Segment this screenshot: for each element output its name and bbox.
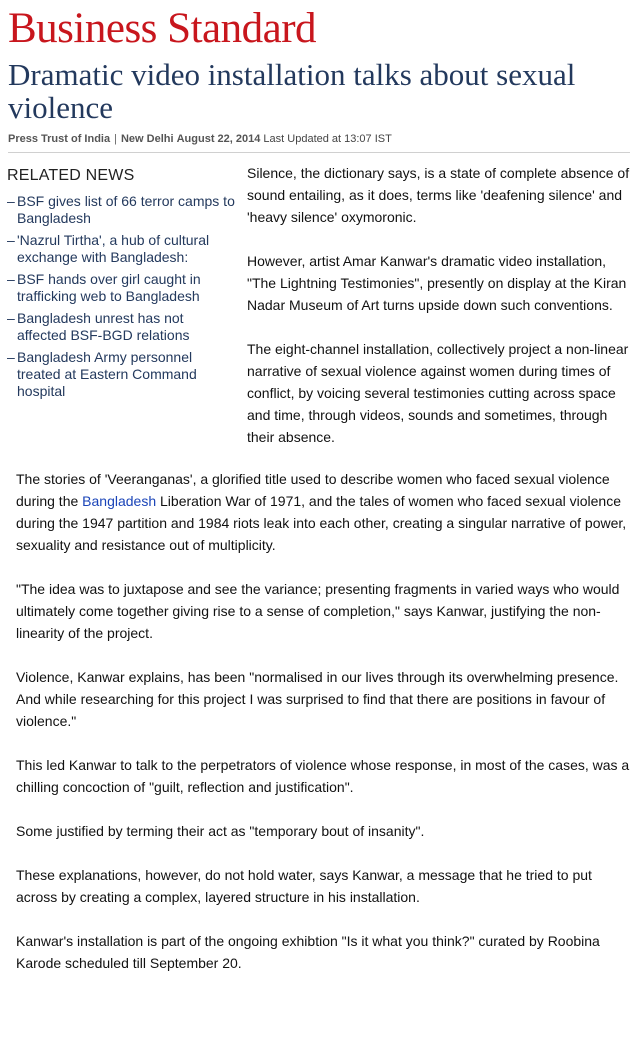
article-paragraph: "The idea was to juxtapose and see the variance; presenting fragments in varied ways who would ultimately come together giving rise to a sense of completion," says Kanwar, justifying the non-linearity of the project.: [16, 581, 620, 641]
byline-updated: Last Updated at 13:07 IST: [263, 133, 392, 145]
byline-date: August 22, 2014: [176, 133, 261, 145]
byline-location: New Delhi: [120, 133, 174, 145]
topic-link-bangladesh[interactable]: Bangladesh: [82, 493, 157, 509]
site-logo[interactable]: Business Standard: [8, 5, 317, 52]
article-body-column: [247, 162, 632, 470]
article-paragraph: [16, 468, 634, 556]
article-paragraph: Kanwar's installation is part of the ongoing exhibtion "Is it what you think?" curated by Roobina Karode scheduled till September 20.: [16, 933, 600, 971]
article-paragraph: These explanations, however, do not hold water, says Kanwar, a message that he tried to put across by creating a complex, layered structure in his installation.: [16, 867, 592, 905]
byline: [8, 132, 628, 146]
article-paragraph: Silence, the dictionary says, is a state of complete absence of sound entailing, as it does, terms like 'deafening silence' and 'heavy silence' oxymoronic.: [247, 165, 630, 225]
article-paragraph: However, artist Amar Kanwar's dramatic video installation, "The Lightning Testimonies", presently on display at the Kiran Nadar Museum of Art turns upside down such conventions.: [247, 253, 627, 313]
article-paragraph: The eight-channel installation, collectively project a non-linear narrative of sexual violence against women during times of conflict, by voicing several testimonies cutting across space and time, through videos, sounds and sometimes, through their absence.: [247, 341, 629, 445]
related-news-item[interactable]: – BSF hands over girl caught in trafficking web to Bangladesh: [7, 271, 235, 305]
related-news-box: [7, 166, 235, 405]
header-divider: [8, 152, 630, 153]
related-news-list: [7, 193, 235, 400]
paragraph-text: Liberation War of 1971, and the tales of women who faced sexual violence during the 1947 partition and 1984 riots leak into each other, creating a singular narrative of power, sexuality and resistance out of multiplicity.: [16, 493, 627, 553]
related-news-item[interactable]: – Bangladesh unrest has not affected BSF-BGD relations: [7, 310, 235, 344]
paragraph-text: The stories of 'Veeranganas', a glorified title used to describe women who faced sexual violence during the: [16, 471, 610, 509]
related-news-item[interactable]: – 'Nazrul Tirtha', a hub of cultural exchange with Bangladesh:: [7, 232, 235, 266]
related-news-title: RELATED NEWS: [7, 167, 135, 184]
related-news-item[interactable]: – Bangladesh Army personnel treated at Eastern Command hospital: [7, 349, 235, 400]
byline-separator: |: [114, 133, 117, 145]
article-paragraph: Violence, Kanwar explains, has been "normalised in our lives through its overwhelming presence. And while researching for this project I was surprised to find that there are positions in favour of violence.": [16, 669, 619, 729]
article-paragraph: Some justified by terming their act as "temporary bout of insanity".: [16, 823, 425, 839]
article-paragraph: This led Kanwar to talk to the perpetrators of violence whose response, in most of the cases, was a chilling concoction of "guilt, reflection and justification".: [16, 757, 630, 795]
article-body: [16, 468, 634, 996]
related-news-item[interactable]: – BSF gives list of 66 terror camps to Bangladesh: [7, 193, 235, 227]
byline-agency: Press Trust of India: [8, 133, 111, 145]
article-headline: Dramatic video installation talks about sexual violence: [8, 57, 576, 125]
